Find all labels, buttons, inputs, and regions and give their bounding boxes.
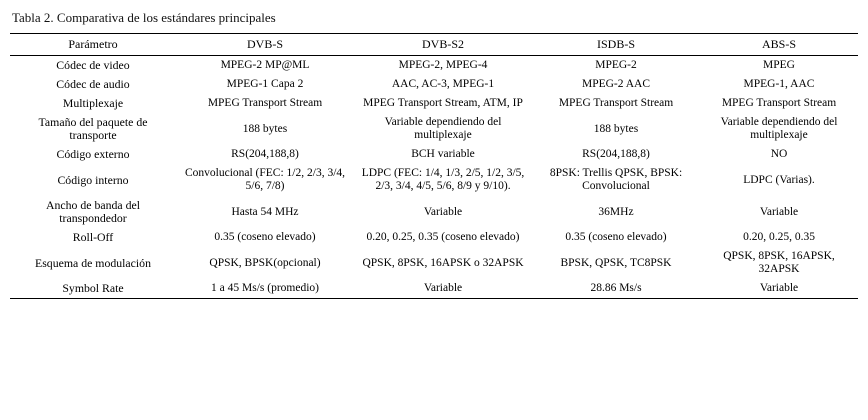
- cell: MPEG Transport Stream, ATM, IP: [363, 97, 523, 109]
- cell: Variable dependiendo del multiplexaje: [720, 116, 838, 141]
- cell: Hasta 54 MHz: [231, 205, 299, 218]
- cell: 188 bytes: [242, 122, 288, 135]
- row-label: Códec de video: [56, 58, 130, 72]
- cell: 0.20, 0.25, 0.35: [743, 231, 815, 243]
- cell: MPEG-1, AAC: [743, 78, 815, 90]
- cell: 0.20, 0.25, 0.35 (coseno elevado): [366, 231, 520, 243]
- cell: MPEG-2, MPEG-4: [398, 59, 488, 71]
- table-row: [10, 145, 858, 164]
- column-header-dvbs2: DVB-S2: [354, 34, 532, 56]
- cell: MPEG Transport Stream: [558, 97, 674, 109]
- table-row: [10, 196, 858, 228]
- comparison-table: [10, 33, 858, 299]
- row-label: Roll-Off: [72, 230, 114, 244]
- cell: MPEG: [763, 59, 795, 71]
- cell: 1 a 45 Ms/s (promedio): [211, 282, 319, 294]
- cell: Variable dependiendo del multiplexaje: [384, 116, 502, 141]
- column-header-parametro: Parámetro: [10, 34, 176, 56]
- cell: QPSK, BPSK(opcional): [209, 256, 321, 269]
- table-caption: Tabla 2. Comparativa de los estándares principales: [12, 10, 276, 25]
- row-label: Symbol Rate: [62, 281, 124, 295]
- cell: 188 bytes: [593, 122, 639, 135]
- row-label: Tamaño del paquete de transporte: [38, 115, 148, 142]
- row-label: Código externo: [56, 147, 130, 161]
- cell: MPEG-2: [595, 59, 637, 71]
- cell: MPEG Transport Stream: [207, 97, 323, 109]
- cell: 0.35 (coseno elevado): [565, 231, 667, 243]
- cell: BCH variable: [411, 148, 475, 160]
- row-label: Esquema de modulación: [35, 255, 151, 270]
- cell: Variable: [759, 205, 799, 218]
- cell: 36MHz: [598, 205, 634, 218]
- cell: NO: [770, 148, 788, 160]
- cell: Variable: [423, 205, 463, 218]
- cell: Convolucional (FEC: 1/2, 2/3, 3/4, 5/6, 7/8): [184, 167, 346, 192]
- cell: AAC, AC-3, MPEG-1: [391, 78, 495, 90]
- cell: MPEG Transport Stream: [721, 97, 837, 109]
- cell: 0.35 (coseno elevado): [214, 231, 316, 243]
- cell: BPSK, QPSK, TC8PSK: [560, 256, 672, 269]
- column-header-abss: ABS-S: [700, 34, 858, 56]
- cell: MPEG-2 MP@ML: [220, 59, 310, 71]
- table-header: [10, 34, 858, 56]
- cell: MPEG-1 Capa 2: [226, 78, 304, 90]
- cell: QPSK, 8PSK, 16APSK, 32APSK: [723, 250, 835, 275]
- table-row: [10, 56, 858, 76]
- cell: Variable: [423, 282, 463, 294]
- row-label: Ancho de banda del transpondedor: [45, 198, 140, 225]
- table-row: [10, 247, 858, 279]
- cell: LDPC (Varias).: [743, 173, 815, 186]
- cell: QPSK, 8PSK, 16APSK o 32APSK: [362, 256, 524, 269]
- table-body: [10, 56, 858, 299]
- row-label: Códec de audio: [56, 77, 130, 91]
- cell: LDPC (FEC: 1/4, 1/3, 2/5, 1/2, 3/5, 2/3, 3/4, 4/5, 5/6, 8/9 y 9/10).: [361, 167, 525, 192]
- table-row: [10, 94, 858, 113]
- cell: MPEG-2 AAC: [581, 78, 651, 90]
- cell: 28.86 Ms/s: [590, 282, 642, 294]
- table-row: [10, 279, 858, 299]
- cell: RS(204,188,8): [231, 148, 299, 160]
- column-header-dvbs: DVB-S: [176, 34, 354, 56]
- cell: Variable: [759, 282, 799, 294]
- cell: RS(204,188,8): [582, 148, 650, 160]
- row-label: Multiplexaje: [62, 96, 124, 110]
- column-header-isdbs: ISDB-S: [532, 34, 700, 56]
- cell: 8PSK: Trellis QPSK, BPSK: Convolucional: [549, 167, 683, 192]
- table-header-row: [10, 34, 858, 56]
- table-row: [10, 228, 858, 247]
- table-row: [10, 113, 858, 145]
- row-label: Código interno: [57, 172, 129, 187]
- table-row: [10, 164, 858, 196]
- table-row: [10, 75, 858, 94]
